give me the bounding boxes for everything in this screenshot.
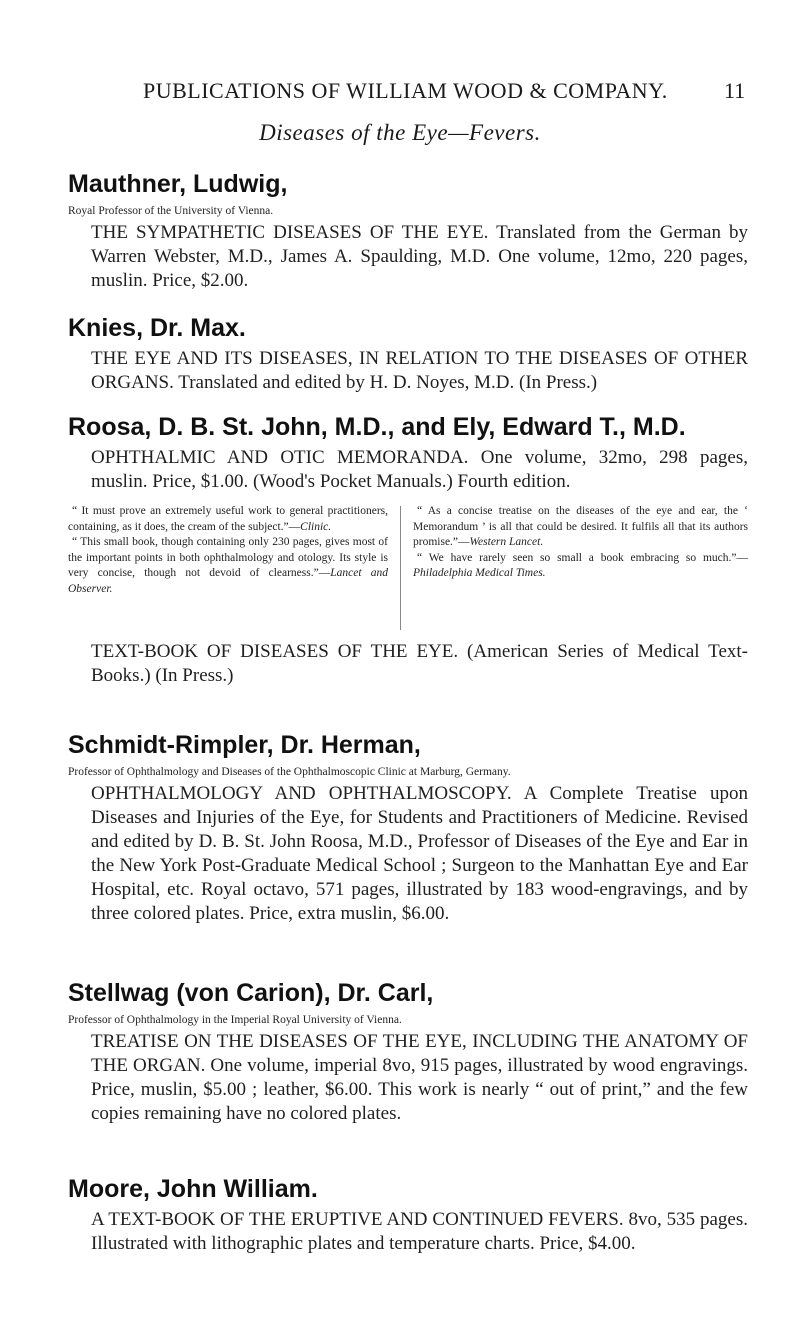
entry-schmidt-rimpler	[68, 730, 748, 926]
author-affiliation: Professor of Ophthalmology in the Imperial Royal University of Vienna.	[68, 1014, 402, 1026]
book-description: OPHTHALMIC AND OTIC MEMORANDA. One volume, 32mo, 298 pages, muslin. Price, $1.00. (Wood's Pocket Manuals.) Fourth edition.	[91, 447, 748, 492]
author-name: Knies, Dr. Max.	[68, 314, 246, 342]
page-header	[0, 78, 800, 110]
book-description: OPHTHALMOLOGY AND OPHTHALMOSCOPY. A Complete Treatise upon Diseases and Injuries of the Eye, for Students and Practitioners of Medicine. Revised and edited by D. B. St. John Roosa, M.D., Professor of Diseases of the Eye and Ear in the New York Post-Graduate Medical School ; Surgeon to the Manhattan Eye and Ear Hospital, etc. Royal octavo, 571 pages, illustrated by 183 wood-engravings, and by three colored plates. Price, extra muslin, $6.00.	[91, 783, 748, 924]
quotes-left-column	[68, 504, 388, 597]
author-name: Mauthner, Ludwig,	[68, 170, 288, 198]
quotes-right-column	[413, 504, 748, 582]
entry-roosa-ely	[68, 412, 748, 494]
book-description: A TEXT-BOOK OF THE ERUPTIVE AND CONTINUED FEVERS. 8vo, 535 pages. Illustrated with lithographic plates and temperature charts. Price, $4.00.	[91, 1209, 748, 1254]
entry-knies	[68, 313, 748, 395]
entry-stellwag	[68, 978, 748, 1126]
press-quote: “ As a concise treatise on the diseases of the eye and ear, the ‘ Memorandum ’ is all that could be desired. It fulfils all that its authors promise.”—Western Lancet.	[413, 505, 748, 548]
author-name: Stellwag (von Carion), Dr. Carl,	[68, 979, 434, 1007]
entry-roosa-textbook	[68, 640, 748, 688]
press-quote: “ We have rarely seen so small a book embracing so much.”—Philadelphia Medical Times.	[413, 551, 748, 579]
entry-moore	[68, 1174, 748, 1256]
author-name: Roosa, D. B. St. John, M.D., and Ely, Edward T., M.D.	[68, 413, 686, 441]
book-description: TEXT-BOOK OF DISEASES OF THE EYE. (American Series of Medical Text-Books.) (In Press.)	[91, 641, 748, 686]
book-description: THE SYMPATHETIC DISEASES OF THE EYE. Translated from the German by Warren Webster, M.D., James A. Spaulding, M.D. One volume, 12mo, 220 pages, muslin. Price, $2.00.	[91, 222, 748, 291]
author-name: Moore, John William.	[68, 1175, 318, 1203]
quote-source: Lancet and Observer.	[68, 567, 388, 595]
column-divider	[400, 506, 401, 630]
press-quote: “ This small book, though containing only 230 pages, gives most of the important points in both ophthalmology and otology. Its style is very concise, though not devoid of clearness.”—Lancet and Observer.	[68, 536, 388, 595]
press-quote: “ It must prove an extremely useful work to general practitioners, containing, as it does, the cream of the subject.”—Clinic.	[68, 505, 388, 533]
running-head: PUBLICATIONS OF WILLIAM WOOD & COMPANY.	[143, 78, 668, 103]
quote-source: Philadelphia Medical Times.	[413, 567, 546, 579]
page-number: 11	[724, 78, 746, 103]
section-title: Diseases of the Eye—Fevers.	[259, 120, 541, 145]
press-quotes	[68, 504, 748, 634]
book-description: TREATISE ON THE DISEASES OF THE EYE, INCLUDING THE ANATOMY OF THE ORGAN. One volume, imperial 8vo, 915 pages, illustrated by wood engravings. Price, muslin, $5.00 ; leather, $6.00. This work is nearly “ out of print,” and the few copies remaining have no colored plates.	[91, 1031, 748, 1124]
entry-mauthner	[68, 169, 748, 293]
author-affiliation: Royal Professor of the University of Vienna.	[68, 205, 274, 217]
book-description: THE EYE AND ITS DISEASES, IN RELATION TO THE DISEASES OF OTHER ORGANS. Translated and edited by H. D. Noyes, M.D. (In Press.)	[91, 348, 748, 393]
quote-source: Clinic.	[300, 520, 332, 533]
author-name: Schmidt-Rimpler, Dr. Herman,	[68, 731, 421, 759]
author-affiliation: Professor of Ophthalmology and Diseases of the Ophthalmoscopic Clinic at Marburg, Germany.	[68, 766, 511, 778]
quote-source: Western Lancet.	[469, 536, 544, 548]
